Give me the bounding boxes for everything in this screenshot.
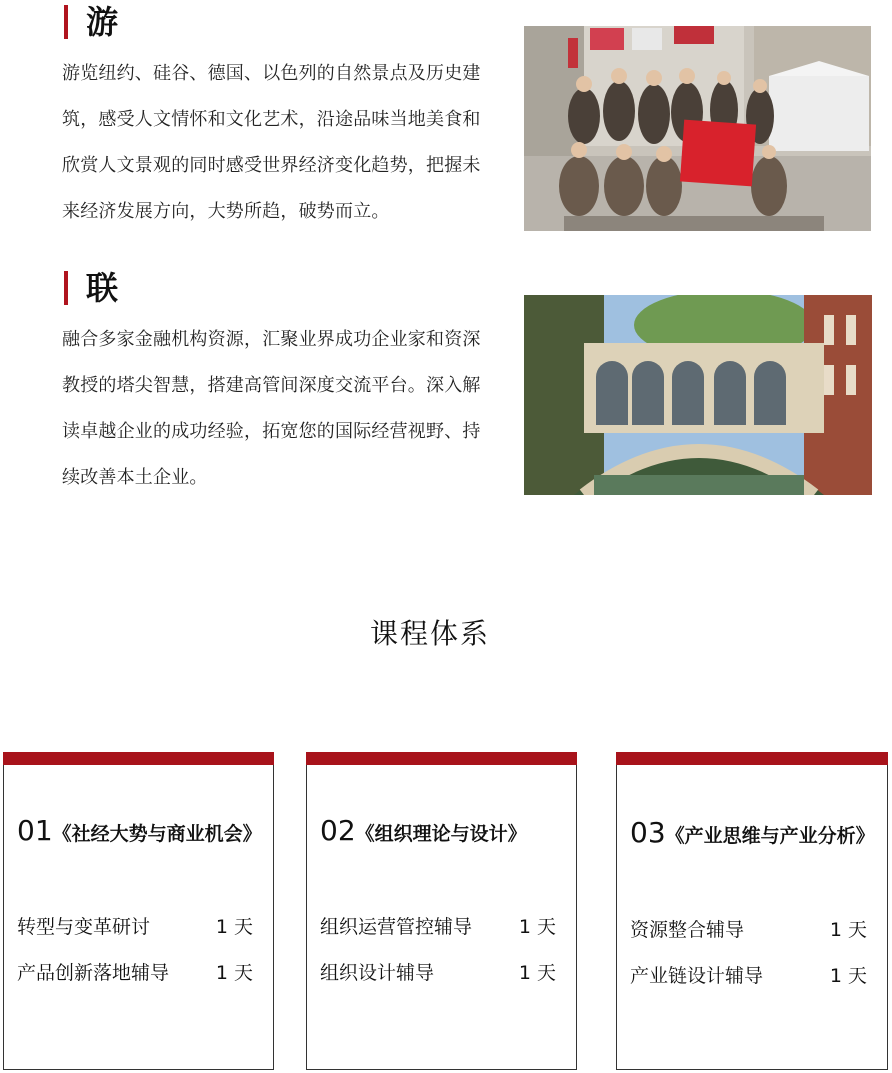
course-row-label: 组织运营管控辅导 <box>320 916 473 938</box>
course-row-days: 1 天 <box>215 916 253 938</box>
section-lian-header <box>62 268 512 308</box>
bridge-photo-image <box>524 295 872 495</box>
course-row-days: 1 天 <box>518 916 556 938</box>
course-row <box>320 958 556 985</box>
card-number: 02 <box>320 814 356 847</box>
section-you <box>62 2 512 235</box>
course-row-label: 组织设计辅导 <box>320 962 435 984</box>
course-row-label: 产品创新落地辅导 <box>17 962 170 984</box>
course-row-days: 1 天 <box>829 965 867 987</box>
card-heading <box>630 816 875 849</box>
card-number: 01 <box>17 814 53 847</box>
course-row <box>630 915 867 942</box>
card-top-bar <box>616 752 888 765</box>
course-row-label: 资源整合辅导 <box>630 919 745 941</box>
section-lian-text <box>62 317 512 501</box>
section-you-text <box>62 51 512 235</box>
course-card-01 <box>3 752 274 1070</box>
card-name: 《社经大势与商业机会》 <box>52 823 262 845</box>
section-lian-title: 联 <box>86 269 119 307</box>
course-row <box>17 958 253 985</box>
section-lian <box>62 268 512 501</box>
text-line: 教授的塔尖智慧，搭建高管间深度交流平台。深入解 <box>62 375 481 396</box>
card-top-bar <box>306 752 577 765</box>
course-row <box>630 961 867 988</box>
text-line: 融合多家金融机构资源，汇聚业界成功企业家和资深 <box>62 329 481 350</box>
course-row-days: 1 天 <box>215 962 253 984</box>
card-number: 03 <box>630 816 666 849</box>
course-row <box>320 912 556 939</box>
text-line: 续改善本土企业。 <box>62 467 208 488</box>
text-line: 读卓越企业的成功经验，拓宽您的国际经营视野、持 <box>62 421 481 442</box>
group-photo <box>524 26 871 231</box>
card-name: 《产业思维与产业分析》 <box>665 825 875 847</box>
course-row-days: 1 天 <box>518 962 556 984</box>
section-you-title: 游 <box>86 3 119 41</box>
course-card-03 <box>616 752 888 1070</box>
group-photo-image <box>524 26 871 231</box>
card-heading <box>17 814 262 847</box>
course-row <box>17 912 253 939</box>
section-accent-bar <box>64 271 68 305</box>
bridge-photo <box>524 295 872 495</box>
text-line: 游览纽约、硅谷、德国、以色列的自然景点及历史建 <box>62 63 481 84</box>
course-row-label: 转型与变革研讨 <box>17 916 151 938</box>
text-line: 欣赏人文景观的同时感受世界经济变化趋势，把握未 <box>62 155 481 176</box>
course-card-02 <box>306 752 577 1070</box>
text-line: 筑，感受人文情怀和文化艺术，沿途品味当地美食和 <box>62 109 481 130</box>
section-you-header <box>62 2 512 42</box>
text-line: 来经济发展方向，大势所趋，破势而立。 <box>62 201 390 222</box>
card-top-bar <box>3 752 274 765</box>
course-row-days: 1 天 <box>829 919 867 941</box>
card-heading <box>320 814 527 847</box>
section-accent-bar <box>64 5 68 39</box>
course-system-title: 课程体系 <box>369 617 490 650</box>
course-row-label: 产业链设计辅导 <box>630 965 764 987</box>
card-name: 《组织理论与设计》 <box>355 823 527 845</box>
